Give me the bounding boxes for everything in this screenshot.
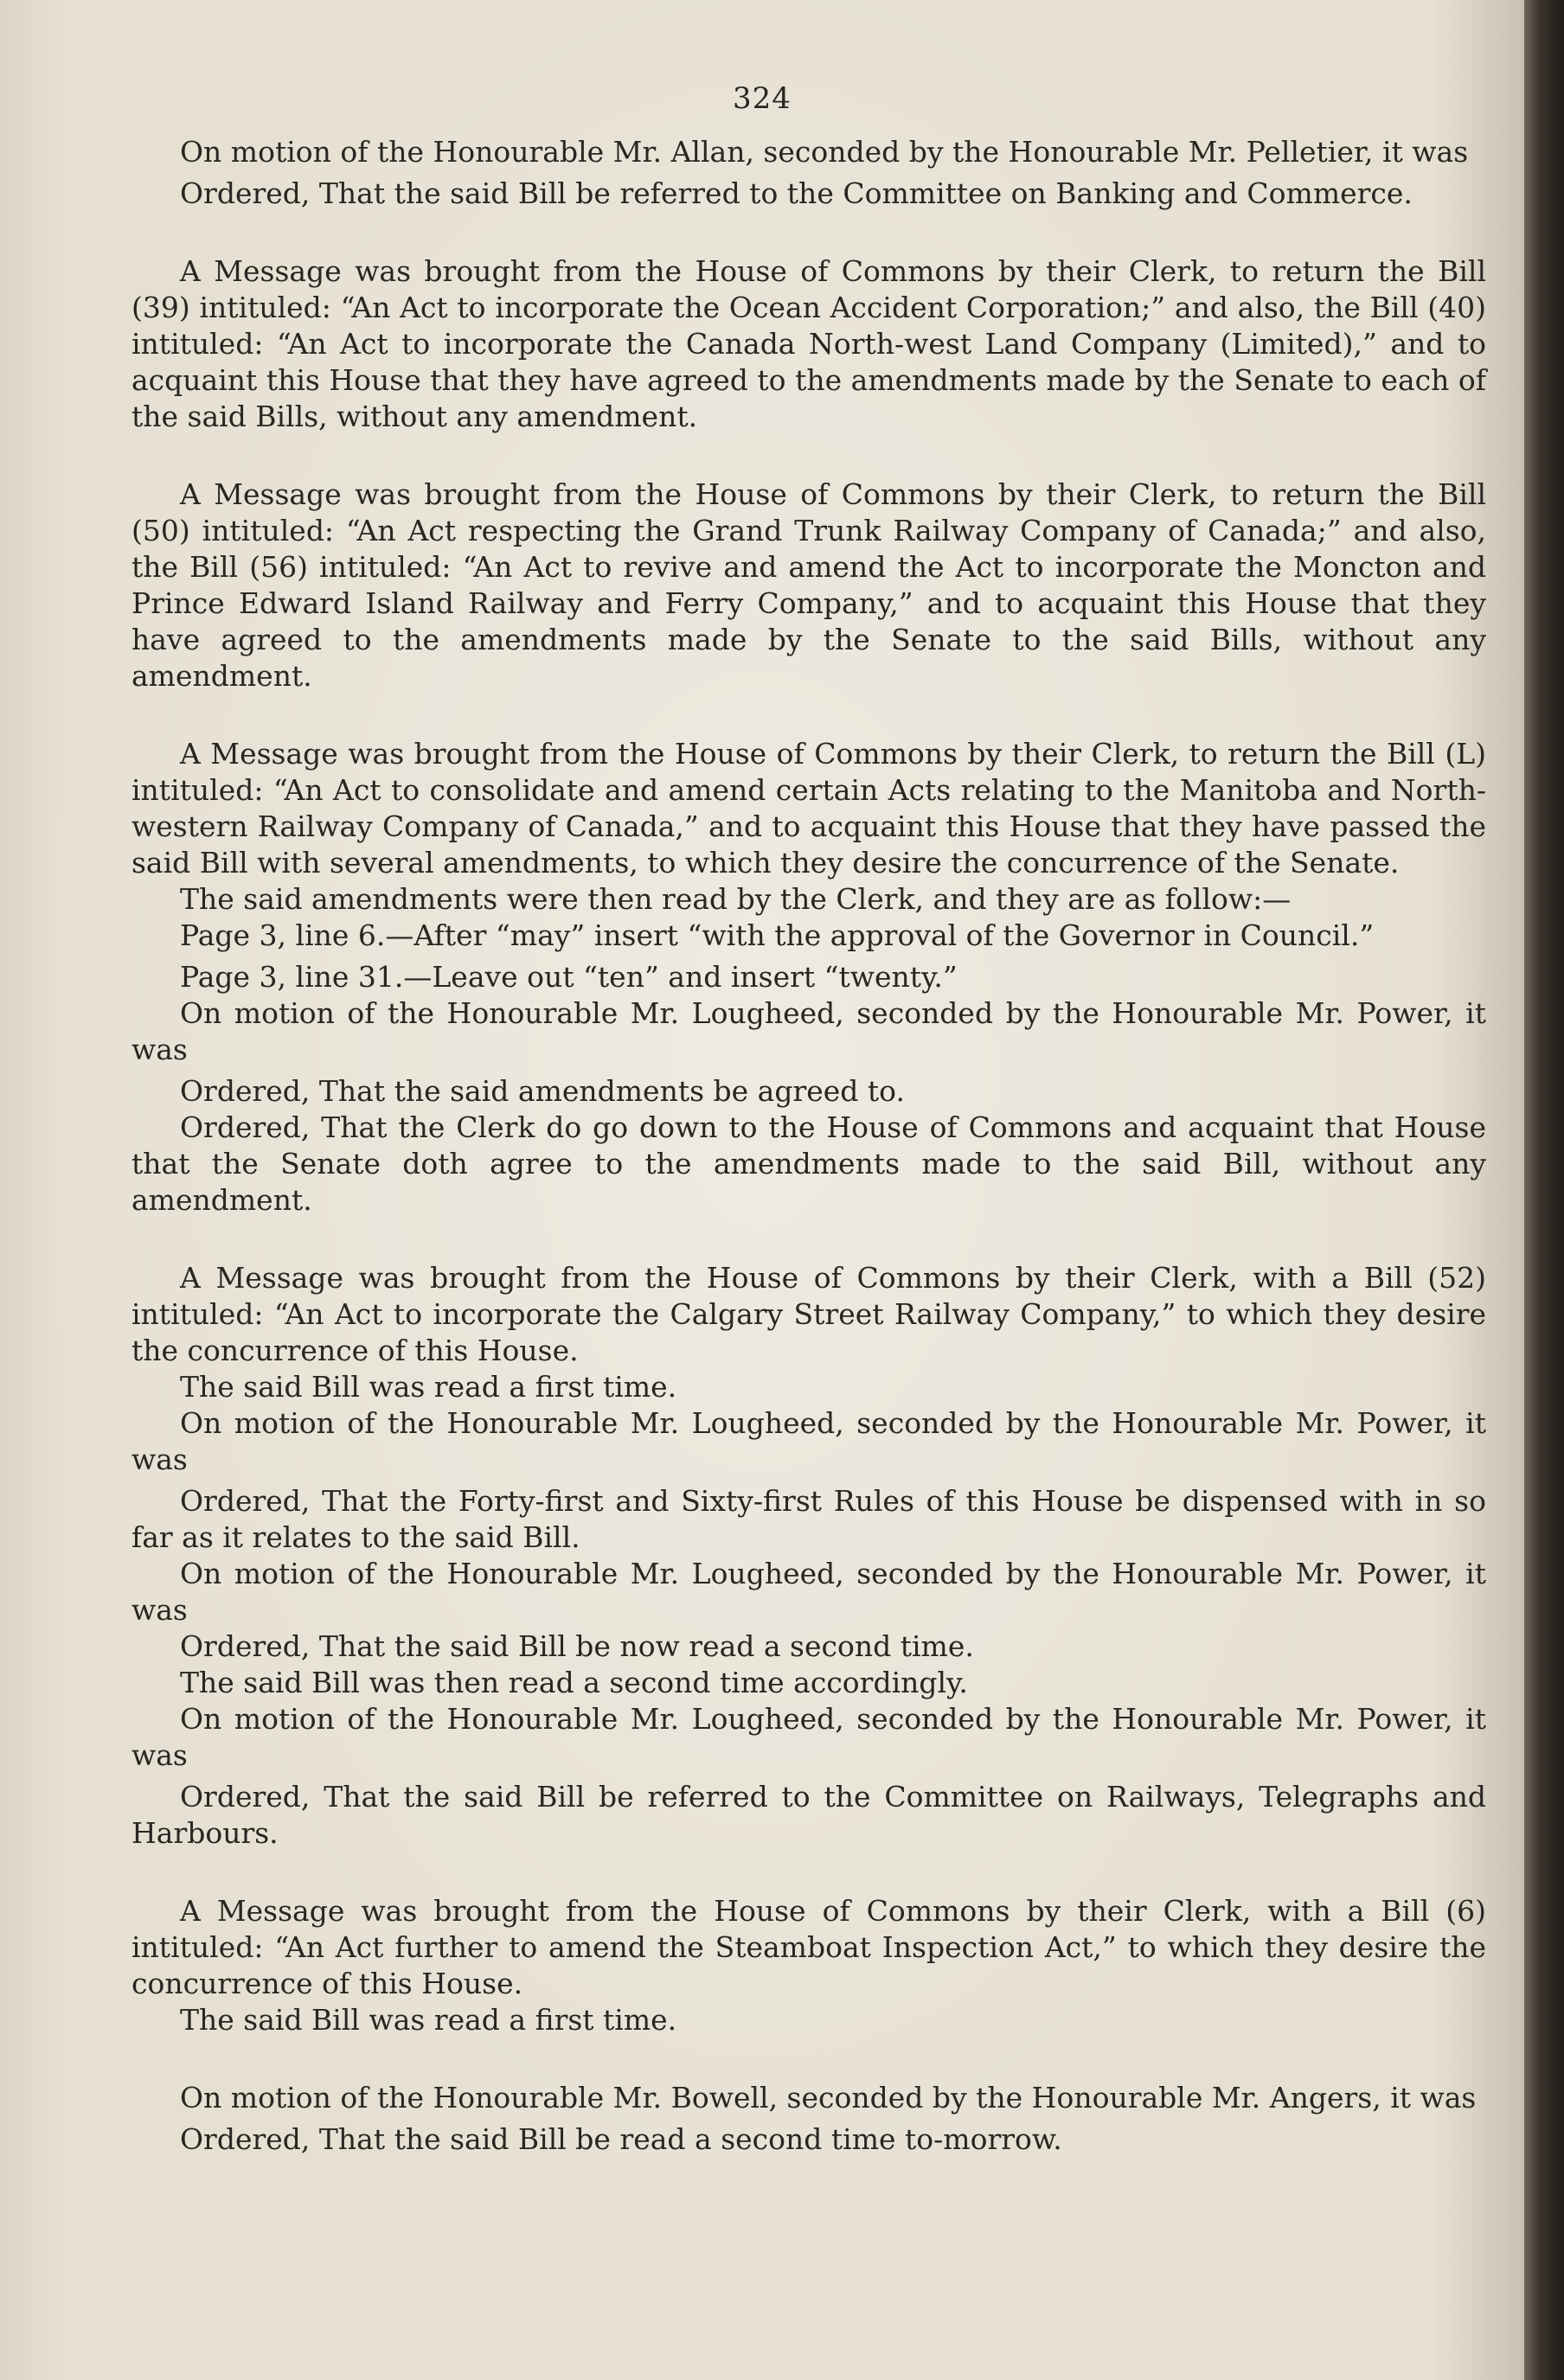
paragraph: Page 3, line 6.—After “may” insert “with the approval of the Governor in Council.”	[180, 918, 1375, 952]
paragraph: Ordered, That the Clerk do go down to the House of Commons and acquaint that House that the Senate doth agree to the amendments made to the said Bill, without any amendment.	[131, 1110, 1486, 1217]
paragraph: Page 3, line 31.—Leave out “ten” and insert “twenty.”	[180, 960, 958, 994]
page-body	[131, 134, 1486, 2158]
paragraph: A Message was brought from the House of Commons by their Clerk, with a Bill (52) intituled: “An Act to incorporate the Calgary Street Railway Company,” to which they desire the concurrence of this House.	[131, 1261, 1486, 1367]
paragraph: On motion of the Honourable Mr. Lougheed, seconded by the Honourable Mr. Power, it was	[131, 996, 1486, 1066]
paragraph: The said Bill was then read a second time accordingly.	[180, 1666, 968, 1699]
page-number: 324	[733, 81, 792, 116]
paragraph: The said Bill was read a first time.	[180, 1370, 677, 1404]
paragraph: A Message was brought from the House of Commons by their Clerk, to return the Bill (50) intituled: “An Act respecting the Grand Trunk Railway Company of Canada;” and also, the Bill (56) intituled: “An Act to revive and amend the Act to incorporate the Moncton and Prince Edward Island Railway and Ferry Company,” and to acquaint this House that they have agreed to the amendments made by the Senate to the said Bills, without any amendment.	[131, 477, 1486, 693]
paragraph: On motion of the Honourable Mr. Allan, seconded by the Honourable Mr. Pelletier, it was	[180, 135, 1469, 169]
paragraph: Ordered, That the said Bill be now read a second time.	[180, 1629, 974, 1663]
paragraph: Ordered, That the said amendments be agreed to.	[180, 1074, 905, 1108]
paragraph: On motion of the Honourable Mr. Lougheed, seconded by the Honourable Mr. Power, it was	[131, 1557, 1486, 1627]
paragraph: Ordered, That the said Bill be referred to the Committee on Railways, Telegraphs and Harbours.	[131, 1780, 1486, 1850]
paragraph: On motion of the Honourable Mr. Lougheed, seconded by the Honourable Mr. Power, it was	[131, 1702, 1486, 1772]
paragraph: Ordered, That the said Bill be referred to the Committee on Banking and Commerce.	[180, 176, 1413, 210]
paragraph: Ordered, That the Forty-first and Sixty-first Rules of this House be dispensed with in so far as it relates to the said Bill.	[131, 1484, 1486, 1554]
paragraph: The said Bill was read a first time.	[180, 2003, 677, 2037]
paragraph: A Message was brought from the House of Commons by their Clerk, to return the Bill (39) intituled: “An Act to incorporate the Ocean Accident Corporation;” and also, the Bill (40) intituled: “An Act to incorporate the Canada North-west Land Company (Limited),” and to acquaint this House that they have agreed to the amendments made by the Senate to each of the said Bills, without any amendment.	[131, 254, 1486, 433]
paragraph: On motion of the Honourable Mr. Bowell, seconded by the Honourable Mr. Angers, it was	[180, 2081, 1477, 2114]
paragraph: On motion of the Honourable Mr. Lougheed, seconded by the Honourable Mr. Power, it was	[131, 1406, 1486, 1476]
paragraph: Ordered, That the said Bill be read a second time to-morrow.	[180, 2122, 1062, 2156]
paragraph: The said amendments were then read by the Clerk, and they are as follow:—	[180, 882, 1292, 916]
paragraph: A Message was brought from the House of Commons by their Clerk, with a Bill (6) intituled: “An Act further to amend the Steamboat Inspection Act,” to which they desire the concurrence of this House.	[131, 1894, 1486, 2000]
paragraph: A Message was brought from the House of Commons by their Clerk, to return the Bill (L) intituled: “An Act to consolidate and amend certain Acts relating to the Manitoba and North-western Railway Company of Canada,” and to acquaint this House that they have passed the said Bill with several amendments, to which they desire the concurrence of the Senate.	[131, 737, 1486, 880]
book-spine-edge	[1524, 0, 1564, 2380]
